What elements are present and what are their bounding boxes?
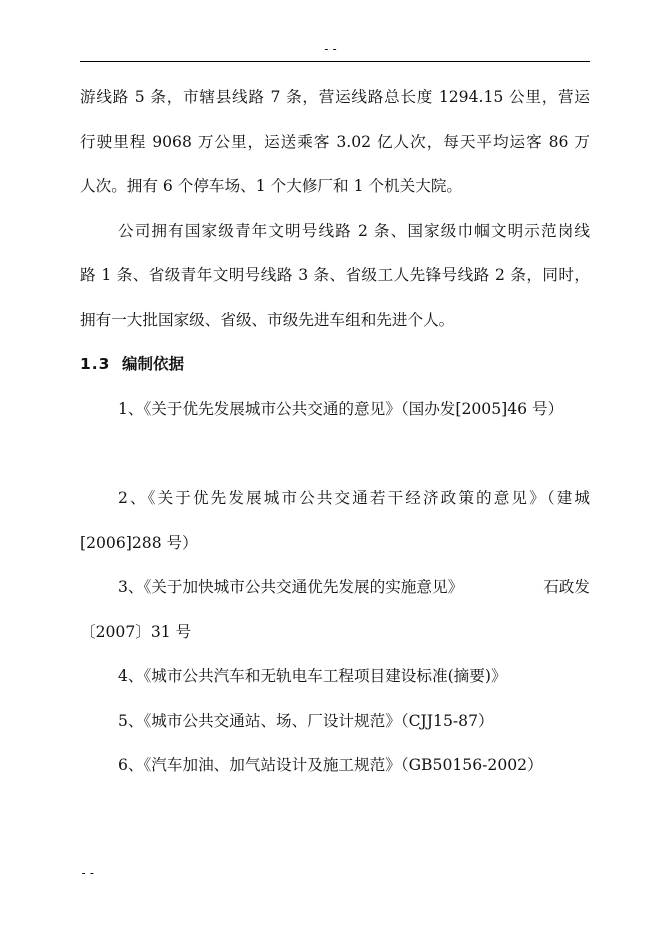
reference-4: 4、《城市公共汽车和无轨电车工程项目建设标准(摘要)》 — [118, 667, 507, 685]
section-title: 编制依据 — [122, 355, 185, 373]
intro-line-1: 游线路 5 条，市辖县线路 7 条，营运线路总长度 1294.15 公里，营运 — [80, 88, 590, 106]
section-heading — [80, 353, 184, 375]
reference-2-line-1: 2、《关于优先发展城市公共交通若干经济政策的意见》（建城 — [118, 489, 590, 507]
reference-6: 6、《汽车加油、加气站设计及施工规范》（GB50156-2002） — [118, 756, 543, 774]
intro-line-3: 人次。拥有 6 个停车场、1 个大修厂和 1 个机关大院。 — [80, 177, 463, 195]
honors-line-3: 拥有一大批国家级、省级、市级先进车组和先进个人。 — [80, 311, 455, 329]
reference-1: 1、《关于优先发展城市公共交通的意见》（国办发[2005]46 号） — [118, 400, 564, 418]
reference-5: 5、《城市公共交通站、场、厂设计规范》（CJJ15-87） — [118, 712, 494, 730]
honors-line-1: 公司拥有国家级青年文明号线路 2 条、国家级巾帼文明示范岗线 — [118, 222, 590, 240]
honors-line-2: 路 1 条、省级青年文明号线路 3 条、省级工人先锋号线路 2 条，同时， — [80, 266, 590, 284]
footer-marker: -- — [80, 866, 97, 880]
header-rule — [80, 61, 590, 62]
reference-2-line-2: [2006]288 号） — [80, 534, 198, 552]
header-marker: -- — [322, 42, 340, 56]
intro-line-2: 行驶里程 9068 万公里，运送乘客 3.02 亿人次，每天平均运客 86 万 — [80, 133, 590, 151]
reference-3-doc-code: 石政发 — [543, 578, 590, 596]
section-number: 1.3 — [80, 355, 111, 373]
reference-3-line-2: 〔2007〕31 号 — [80, 623, 192, 641]
reference-3-line-1: 3、《关于加快城市公共交通优先发展的实施意见》 — [118, 578, 464, 596]
